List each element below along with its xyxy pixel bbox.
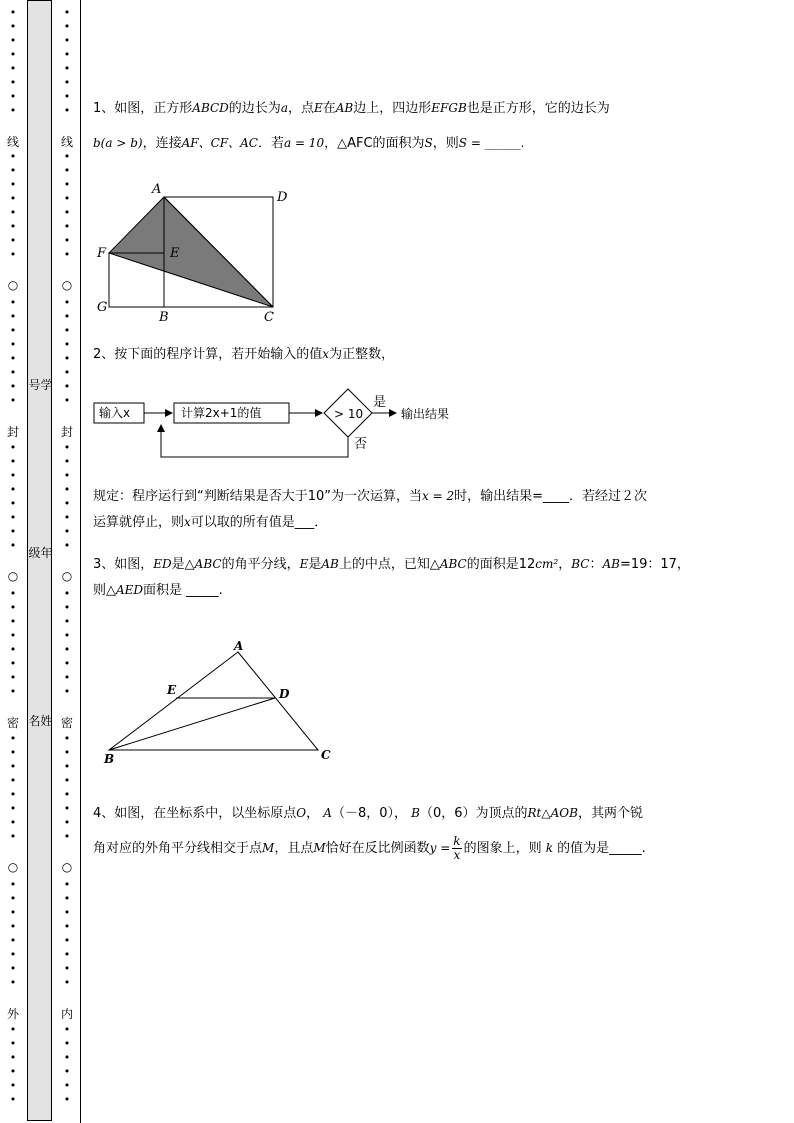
question-3-line-2: 则△AED面积是 _____. [93, 583, 223, 598]
label-g: G [97, 300, 108, 315]
flow-output-label: 输出结果 [401, 407, 450, 421]
dotted-line: • • • • • • [9, 1023, 17, 1106]
dotted-line: • • • • • • • • [63, 878, 71, 989]
cut-label-outer: 外 [0, 1005, 26, 1022]
question-2-rule-line-1: 规定：程序运行到“判断结果是否大于10”为一次运算，当x = 2时，输出结果=____．若经过２次 [93, 489, 648, 504]
circle-mark: ○ [54, 278, 80, 292]
circle-mark: ○ [0, 278, 26, 292]
label-f: F [97, 246, 107, 261]
triangle-abc [109, 652, 318, 750]
circle-mark: ○ [0, 860, 26, 874]
flow-decision-label: > 10 [334, 407, 364, 421]
cut-label-secret: 密 [54, 714, 80, 731]
label-e: E [167, 683, 177, 697]
circle-mark: ○ [0, 569, 26, 583]
label-c: C [264, 310, 274, 325]
dotted-line: • • • • • • • • [9, 6, 17, 117]
flow-yes-label: 是 [373, 395, 387, 410]
dotted-line: • • • • • • • • [9, 878, 17, 989]
label-b: B [104, 752, 115, 766]
label-c: C [321, 748, 331, 762]
circle-mark: ○ [54, 860, 80, 874]
dotted-line: • • • • • • • • [63, 296, 71, 407]
cut-label-line: 线 [0, 133, 26, 150]
question-4-line-2: 角对应的外角平分线相交于点M，且点M恰好在反比例函数y = $\frac{k}{x}$ 的图象上，则 k 的值为是_____. [93, 834, 646, 862]
dotted-line: • • • • • • • • [63, 732, 71, 843]
cut-label-line: 线 [54, 133, 80, 150]
question-1-line-2: b(a > b)，连接AF、CF、AC．若a = 10，△AFC的面积为S，则S = ______. [93, 136, 525, 151]
dotted-line: • • • • • • • • [63, 587, 71, 698]
cut-label-inner: 内 [54, 1005, 80, 1022]
class-label: 级年 [28, 546, 53, 560]
dotted-line: • • • • • • • • [9, 150, 17, 261]
dotted-line: • • • • • • • • [63, 150, 71, 261]
segment-bd [109, 698, 275, 750]
fraction-k-over-x: $\frac{k}{x}$ [453, 834, 461, 862]
label-a: A [234, 639, 244, 653]
question-3-line-1: 3、如图，ED是△ABC的角平分线，E是AB上的中点，已知△ABC的面积是12cm²，BC：AB=19：17， [93, 557, 690, 572]
flow-no-label: 否 [354, 437, 368, 452]
dotted-line: • • • • • • • • [9, 296, 17, 407]
dotted-line: • • • • • • • • [63, 6, 71, 117]
label-e: E [170, 246, 180, 261]
cut-label-seal: 封 [54, 423, 80, 440]
dotted-line: • • • • • • [63, 1023, 71, 1106]
flow-compute-label: 计算2x+1的值 [181, 406, 262, 420]
dotted-line: • • • • • • • • [9, 732, 17, 843]
name-label: 名姓 [28, 714, 53, 728]
cut-label-secret: 密 [0, 714, 26, 731]
label-d: D [277, 190, 288, 205]
student-number-label: 号学 [28, 378, 53, 392]
question-1-line-1: 1、如图，正方形ABCD的边长为a，点E在AB边上，四边形EFGB也是正方形，它的边长为 [93, 101, 610, 116]
question-4-line-1: 4、如图，在坐标系中，以坐标原点O， A（－8，0）， B（0，6）为顶点的Rt△AOB，其两个锐 [93, 806, 643, 821]
label-d: D [279, 687, 290, 701]
flow-input-label: 输入x [99, 406, 131, 420]
label-b: B [159, 310, 169, 325]
dotted-line: • • • • • • • • [9, 587, 17, 698]
label-a: A [152, 182, 162, 197]
dotted-line: • • • • • • • • [9, 441, 17, 552]
circle-mark: ○ [54, 569, 80, 583]
question-2-rule-line-2: 运算就停止，则x可以取的所有值是___． [93, 515, 328, 530]
dotted-line: • • • • • • • • [63, 441, 71, 552]
cut-label-seal: 封 [0, 423, 26, 440]
question-2-intro: 2、按下面的程序计算，若开始输入的值x为正整数， [93, 347, 395, 362]
